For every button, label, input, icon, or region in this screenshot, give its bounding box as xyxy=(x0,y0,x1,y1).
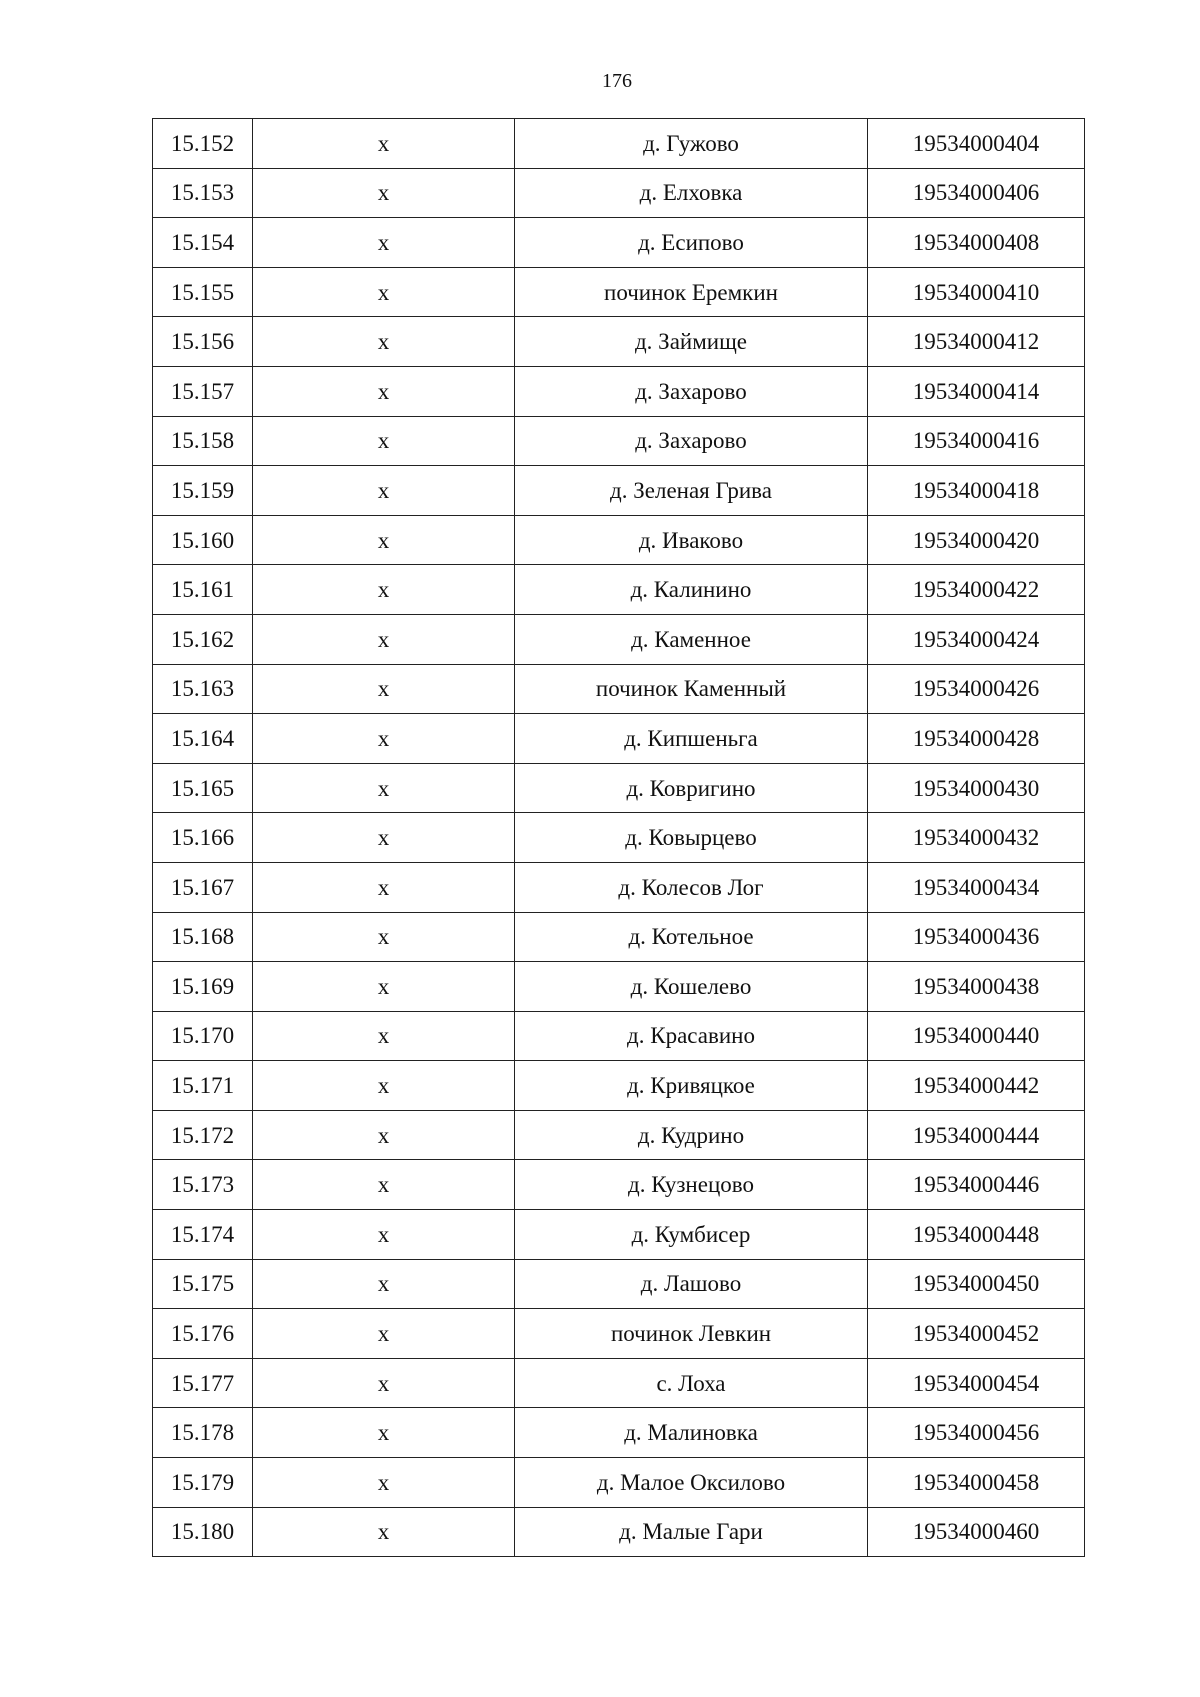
settlement-name-cell: д. Займище xyxy=(515,317,868,367)
settlement-name-cell: д. Захарово xyxy=(515,416,868,466)
mark-cell: х xyxy=(253,813,515,863)
mark-cell: х xyxy=(253,1458,515,1508)
settlement-name-cell: д. Кумбисер xyxy=(515,1210,868,1260)
oktmo-code-cell: 19534000448 xyxy=(868,1210,1085,1260)
settlement-name-cell: с. Лоха xyxy=(515,1358,868,1408)
row-number-cell: 15.168 xyxy=(153,912,253,962)
table-row xyxy=(153,664,1085,714)
settlement-name-cell: д. Красавино xyxy=(515,1011,868,1061)
row-number-cell: 15.180 xyxy=(153,1507,253,1557)
mark-cell: х xyxy=(253,962,515,1012)
row-number-cell: 15.169 xyxy=(153,962,253,1012)
table-row xyxy=(153,1011,1085,1061)
oktmo-code-cell: 19534000456 xyxy=(868,1408,1085,1458)
oktmo-code-cell: 19534000422 xyxy=(868,565,1085,615)
mark-cell: х xyxy=(253,168,515,218)
mark-cell: х xyxy=(253,565,515,615)
oktmo-code-cell: 19534000424 xyxy=(868,614,1085,664)
row-number-cell: 15.160 xyxy=(153,515,253,565)
oktmo-code-cell: 19534000420 xyxy=(868,515,1085,565)
mark-cell: х xyxy=(253,366,515,416)
row-number-cell: 15.170 xyxy=(153,1011,253,1061)
mark-cell: х xyxy=(253,218,515,268)
row-number-cell: 15.175 xyxy=(153,1259,253,1309)
settlement-name-cell: починок Каменный xyxy=(515,664,868,714)
oktmo-code-cell: 19534000418 xyxy=(868,466,1085,516)
mark-cell: х xyxy=(253,515,515,565)
settlement-name-cell: д. Захарово xyxy=(515,366,868,416)
oktmo-code-cell: 19534000440 xyxy=(868,1011,1085,1061)
mark-cell: х xyxy=(253,714,515,764)
mark-cell: х xyxy=(253,912,515,962)
settlement-name-cell: д. Гужово xyxy=(515,119,868,169)
table-row xyxy=(153,119,1085,169)
table-row xyxy=(153,1160,1085,1210)
settlement-name-cell: д. Ковырцево xyxy=(515,813,868,863)
mark-cell: х xyxy=(253,1110,515,1160)
row-number-cell: 15.156 xyxy=(153,317,253,367)
mark-cell: х xyxy=(253,317,515,367)
mark-cell: х xyxy=(253,1309,515,1359)
table-row xyxy=(153,912,1085,962)
oktmo-code-cell: 19534000434 xyxy=(868,862,1085,912)
oktmo-code-cell: 19534000414 xyxy=(868,366,1085,416)
mark-cell: х xyxy=(253,1061,515,1111)
table-row xyxy=(153,1259,1085,1309)
table-row xyxy=(153,416,1085,466)
settlement-name-cell: д. Малое Оксилово xyxy=(515,1458,868,1508)
mark-cell: х xyxy=(253,763,515,813)
mark-cell: х xyxy=(253,1210,515,1260)
mark-cell: х xyxy=(253,1358,515,1408)
table-row xyxy=(153,267,1085,317)
settlement-name-cell: д. Малые Гари xyxy=(515,1507,868,1557)
table-row xyxy=(153,1309,1085,1359)
row-number-cell: 15.158 xyxy=(153,416,253,466)
oktmo-code-cell: 19534000416 xyxy=(868,416,1085,466)
table-row xyxy=(153,317,1085,367)
oktmo-code-cell: 19534000446 xyxy=(868,1160,1085,1210)
mark-cell: х xyxy=(253,614,515,664)
mark-cell: х xyxy=(253,862,515,912)
mark-cell: х xyxy=(253,267,515,317)
mark-cell: х xyxy=(253,1259,515,1309)
oktmo-code-cell: 19534000406 xyxy=(868,168,1085,218)
settlement-name-cell: д. Каменное xyxy=(515,614,868,664)
oktmo-code-cell: 19534000410 xyxy=(868,267,1085,317)
table-row xyxy=(153,1458,1085,1508)
mark-cell: х xyxy=(253,664,515,714)
settlement-name-cell: д. Колесов Лог xyxy=(515,862,868,912)
table-row xyxy=(153,1408,1085,1458)
table-row xyxy=(153,1507,1085,1557)
mark-cell: х xyxy=(253,466,515,516)
settlement-name-cell: д. Есипово xyxy=(515,218,868,268)
row-number-cell: 15.172 xyxy=(153,1110,253,1160)
table-row xyxy=(153,515,1085,565)
settlement-name-cell: починок Левкин xyxy=(515,1309,868,1359)
settlement-name-cell: д. Кошелево xyxy=(515,962,868,1012)
mark-cell: х xyxy=(253,1011,515,1061)
row-number-cell: 15.167 xyxy=(153,862,253,912)
settlement-name-cell: д. Зеленая Грива xyxy=(515,466,868,516)
row-number-cell: 15.161 xyxy=(153,565,253,615)
table-row xyxy=(153,614,1085,664)
oktmo-code-cell: 19534000430 xyxy=(868,763,1085,813)
mark-cell: х xyxy=(253,119,515,169)
row-number-cell: 15.174 xyxy=(153,1210,253,1260)
table-row xyxy=(153,1061,1085,1111)
oktmo-code-cell: 19534000404 xyxy=(868,119,1085,169)
oktmo-code-cell: 19534000444 xyxy=(868,1110,1085,1160)
settlement-name-cell: починок Еремкин xyxy=(515,267,868,317)
table-row xyxy=(153,813,1085,863)
row-number-cell: 15.166 xyxy=(153,813,253,863)
row-number-cell: 15.159 xyxy=(153,466,253,516)
mark-cell: х xyxy=(253,1408,515,1458)
oktmo-code-cell: 19534000408 xyxy=(868,218,1085,268)
mark-cell: х xyxy=(253,1160,515,1210)
table-row xyxy=(153,168,1085,218)
settlements-table xyxy=(152,118,1085,1557)
oktmo-code-cell: 19534000436 xyxy=(868,912,1085,962)
row-number-cell: 15.165 xyxy=(153,763,253,813)
settlement-name-cell: д. Кипшеньга xyxy=(515,714,868,764)
settlement-name-cell: д. Калинино xyxy=(515,565,868,615)
table-row xyxy=(153,763,1085,813)
row-number-cell: 15.177 xyxy=(153,1358,253,1408)
oktmo-code-cell: 19534000452 xyxy=(868,1309,1085,1359)
table-row xyxy=(153,1110,1085,1160)
row-number-cell: 15.171 xyxy=(153,1061,253,1111)
oktmo-code-cell: 19534000426 xyxy=(868,664,1085,714)
table-row xyxy=(153,1210,1085,1260)
table-body xyxy=(153,119,1085,1557)
oktmo-code-cell: 19534000412 xyxy=(868,317,1085,367)
oktmo-code-cell: 19534000454 xyxy=(868,1358,1085,1408)
settlement-name-cell: д. Кривяцкое xyxy=(515,1061,868,1111)
oktmo-code-cell: 19534000450 xyxy=(868,1259,1085,1309)
table-row xyxy=(153,714,1085,764)
table-row xyxy=(153,466,1085,516)
row-number-cell: 15.176 xyxy=(153,1309,253,1359)
settlement-name-cell: д. Кудрино xyxy=(515,1110,868,1160)
oktmo-code-cell: 19534000458 xyxy=(868,1458,1085,1508)
oktmo-code-cell: 19534000428 xyxy=(868,714,1085,764)
oktmo-code-cell: 19534000438 xyxy=(868,962,1085,1012)
mark-cell: х xyxy=(253,1507,515,1557)
settlement-name-cell: д. Иваково xyxy=(515,515,868,565)
row-number-cell: 15.155 xyxy=(153,267,253,317)
settlement-name-cell: д. Котельное xyxy=(515,912,868,962)
row-number-cell: 15.153 xyxy=(153,168,253,218)
settlement-name-cell: д. Кузнецово xyxy=(515,1160,868,1210)
settlement-name-cell: д. Лашово xyxy=(515,1259,868,1309)
settlement-name-cell: д. Малиновка xyxy=(515,1408,868,1458)
row-number-cell: 15.164 xyxy=(153,714,253,764)
table-row xyxy=(153,862,1085,912)
oktmo-code-cell: 19534000432 xyxy=(868,813,1085,863)
row-number-cell: 15.157 xyxy=(153,366,253,416)
oktmo-code-cell: 19534000442 xyxy=(868,1061,1085,1111)
table-row xyxy=(153,1358,1085,1408)
row-number-cell: 15.162 xyxy=(153,614,253,664)
row-number-cell: 15.152 xyxy=(153,119,253,169)
oktmo-code-cell: 19534000460 xyxy=(868,1507,1085,1557)
settlement-name-cell: д. Елховка xyxy=(515,168,868,218)
settlement-name-cell: д. Ковригино xyxy=(515,763,868,813)
table-row xyxy=(153,218,1085,268)
row-number-cell: 15.178 xyxy=(153,1408,253,1458)
mark-cell: х xyxy=(253,416,515,466)
row-number-cell: 15.154 xyxy=(153,218,253,268)
row-number-cell: 15.173 xyxy=(153,1160,253,1210)
row-number-cell: 15.179 xyxy=(153,1458,253,1508)
table-row xyxy=(153,565,1085,615)
table-row xyxy=(153,366,1085,416)
page-number: 176 xyxy=(602,70,632,92)
row-number-cell: 15.163 xyxy=(153,664,253,714)
table-row xyxy=(153,962,1085,1012)
